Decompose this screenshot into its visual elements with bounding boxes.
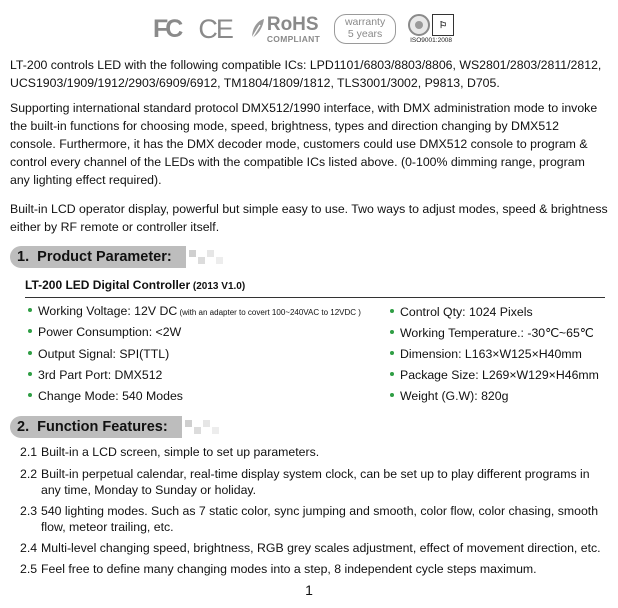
feature-number: 2.3 bbox=[20, 504, 38, 518]
feature-text: 540 lighting modes. Such as 7 static color, sync jumping and smooth, color flow, color chasing, smooth bbox=[41, 504, 599, 518]
certification-logos bbox=[153, 10, 454, 48]
section-header-function-features bbox=[10, 416, 219, 438]
bullet-icon bbox=[28, 329, 32, 333]
rohs-logo bbox=[249, 15, 320, 44]
section-header-product-parameter bbox=[10, 246, 223, 268]
param-power-consumption bbox=[28, 324, 181, 340]
feature-text: Built-in a LCD screen, simple to set up parameters. bbox=[41, 445, 320, 459]
warranty-line2: 5 years bbox=[347, 28, 383, 40]
param-label: Output Signal: SPI(TTL) bbox=[38, 347, 170, 361]
iso-text: ISO9001:2008 bbox=[410, 37, 453, 44]
bullet-icon bbox=[390, 309, 394, 313]
bullet-icon bbox=[28, 393, 32, 397]
param-weight bbox=[390, 388, 508, 404]
feature-number: 2.5 bbox=[20, 562, 38, 576]
iso-mark-icon: ⚐ bbox=[432, 14, 454, 36]
feature-text: Feel free to define many changing modes into a step, 8 independent cycle steps maximum. bbox=[41, 562, 537, 576]
param-label: Power Consumption: <2W bbox=[38, 325, 182, 339]
iso-logo bbox=[408, 14, 454, 44]
feature-number: 2.1 bbox=[20, 445, 38, 459]
feature-number: 2.4 bbox=[20, 541, 38, 555]
section-decoration bbox=[185, 420, 219, 434]
bullet-icon bbox=[390, 372, 394, 376]
bullet-icon bbox=[390, 330, 394, 334]
iso-seal-icon bbox=[408, 14, 430, 36]
intro-paragraph-dmx: Supporting international standard protocol DMX512/1990 interface, with DMX administration mode to invoke the built-in functions for choosing mode, speed, brightness, types and direction changing by DMX512 console. Furthermore, it has the DMX decoder mode, customers could use DMX512 console to program & control every channel of the LEDs with the compatible ICs listed above. (0-100% dimming range, program any lighting effect required). bbox=[10, 101, 598, 187]
param-working-voltage bbox=[28, 303, 361, 321]
feature-text-continued: flow, meteor trailing, etc. bbox=[41, 520, 174, 534]
section-title: 2. Function Features: bbox=[17, 419, 168, 435]
feature-item bbox=[20, 561, 610, 577]
feature-text-continued: any time, Monday to Sunday or holiday. bbox=[41, 483, 257, 497]
section-title: 1. Product Parameter: bbox=[17, 249, 172, 265]
param-note: (with an adapter to covert 100~240VAC to 12VDC ) bbox=[177, 308, 361, 317]
product-title: LT-200 LED Digital Controller bbox=[25, 278, 191, 292]
param-label: Weight (G.W): 820g bbox=[400, 389, 509, 403]
warranty-line1: warranty bbox=[344, 16, 386, 29]
section-decoration bbox=[189, 250, 223, 264]
bullet-icon bbox=[28, 308, 32, 312]
param-label: Working Temperature.: -30℃~65℃ bbox=[400, 326, 594, 340]
bullet-icon bbox=[28, 351, 32, 355]
page-number: 1 bbox=[305, 582, 313, 598]
feature-text: Built-in perpetual calendar, real-time display system clock, can be set up to play different programs in bbox=[41, 467, 590, 481]
param-label: Control Qty: 1024 Pixels bbox=[400, 305, 533, 319]
param-label: Change Mode: 540 Modes bbox=[38, 389, 183, 403]
param-change-mode bbox=[28, 388, 183, 404]
param-output-signal bbox=[28, 346, 169, 362]
param-label: Package Size: L269×W129×H46mm bbox=[400, 368, 599, 382]
feature-number: 2.2 bbox=[20, 467, 38, 481]
product-subtitle bbox=[25, 276, 605, 298]
leaf-icon bbox=[249, 18, 265, 40]
feature-item bbox=[20, 444, 610, 460]
feature-item bbox=[20, 466, 610, 498]
param-label: 3rd Part Port: DMX512 bbox=[38, 368, 163, 382]
bullet-icon bbox=[390, 351, 394, 355]
feature-item bbox=[20, 503, 610, 535]
fcc-logo: FC bbox=[153, 14, 181, 43]
param-label: Dimension: L163×W125×H40mm bbox=[400, 347, 582, 361]
feature-item bbox=[20, 540, 610, 556]
param-dimension bbox=[390, 346, 582, 362]
warranty-badge bbox=[334, 14, 396, 44]
intro-paragraph-lcd: Built-in LCD operator display, powerful but simple easy to use. Two ways to adjust modes, speed & brightness either by RF remote or controller itself. bbox=[10, 202, 608, 234]
param-label: Working Voltage: 12V DC bbox=[38, 304, 178, 318]
intro-paragraph-ics: LT-200 controls LED with the following compatible ICs: LPD1101/6803/8803/8806, WS2801/2803/2811/2812, UCS1903/1909/1912/2903/6909/6912, TM1804/1809/1812, TLS3001/3002, P9813, D705. bbox=[10, 58, 602, 90]
param-working-temperature bbox=[390, 325, 594, 341]
param-package-size bbox=[390, 367, 599, 383]
product-version: (2013 V1.0) bbox=[190, 281, 246, 292]
bullet-icon bbox=[28, 372, 32, 376]
feature-text: Multi-level changing speed, brightness, RGB grey scales adjustment, effect of movement direction, etc. bbox=[41, 541, 601, 555]
param-3rd-part-port bbox=[28, 367, 162, 383]
rohs-main-text: RoHS bbox=[266, 13, 319, 35]
ce-logo: CE bbox=[198, 13, 232, 44]
bullet-icon bbox=[390, 393, 394, 397]
rohs-sub-text: COMPLIANT bbox=[266, 33, 321, 44]
param-control-qty bbox=[390, 304, 533, 320]
